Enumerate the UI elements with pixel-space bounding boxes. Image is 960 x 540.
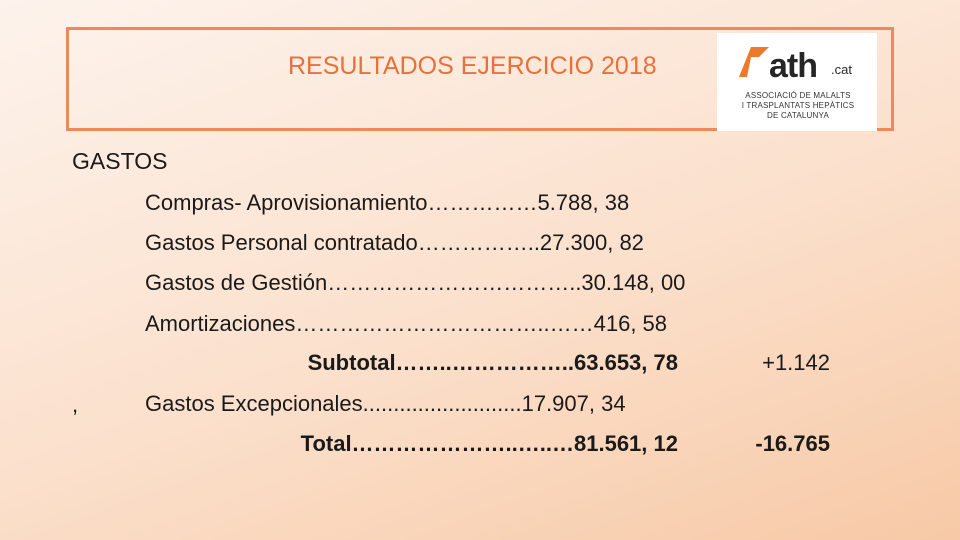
subtotal-line: Subtotal……..……………..63.653, 78 <box>307 350 678 375</box>
logo-subtitle-line: DE CATALUNYA <box>767 111 829 120</box>
title-box <box>66 27 894 131</box>
logo-subtitle-line: I TRASPLANTATS HEPÀTICS <box>741 101 855 110</box>
expense-line-excepcionales: Gastos Excepcionales..........................17.907, 34 <box>145 391 626 416</box>
expense-line-amortizaciones: Amortizaciones……………………………..……416, 58 <box>145 311 668 336</box>
logo-subtitle <box>725 91 871 121</box>
comma-mark: , <box>72 392 79 417</box>
logo-subtitle-line: ASSOCIACIÓ DE MALALTS <box>745 91 851 100</box>
expense-line-compras: Compras- Aprovisionamiento……………5.788, 38 <box>145 190 630 215</box>
logo-wordmark: ath <box>769 47 817 85</box>
expense-line-gestion: Gastos de Gestión……………………………..30.148, 00 <box>145 270 686 295</box>
ath-logo <box>717 33 877 131</box>
section-heading: GASTOS <box>72 148 168 174</box>
logo-mark-icon <box>737 45 771 79</box>
total-line: Total…………………..…..…81.561, 12 <box>300 431 678 456</box>
subtotal-delta: +1.142 <box>762 350 830 375</box>
total-delta: -16.765 <box>755 431 830 456</box>
expense-line-personal: Gastos Personal contratado……………..27.300, 82 <box>145 230 644 255</box>
logo-domain: .cat <box>831 62 852 77</box>
page-title: RESULTADOS EJERCICIO 2018 <box>288 52 657 80</box>
